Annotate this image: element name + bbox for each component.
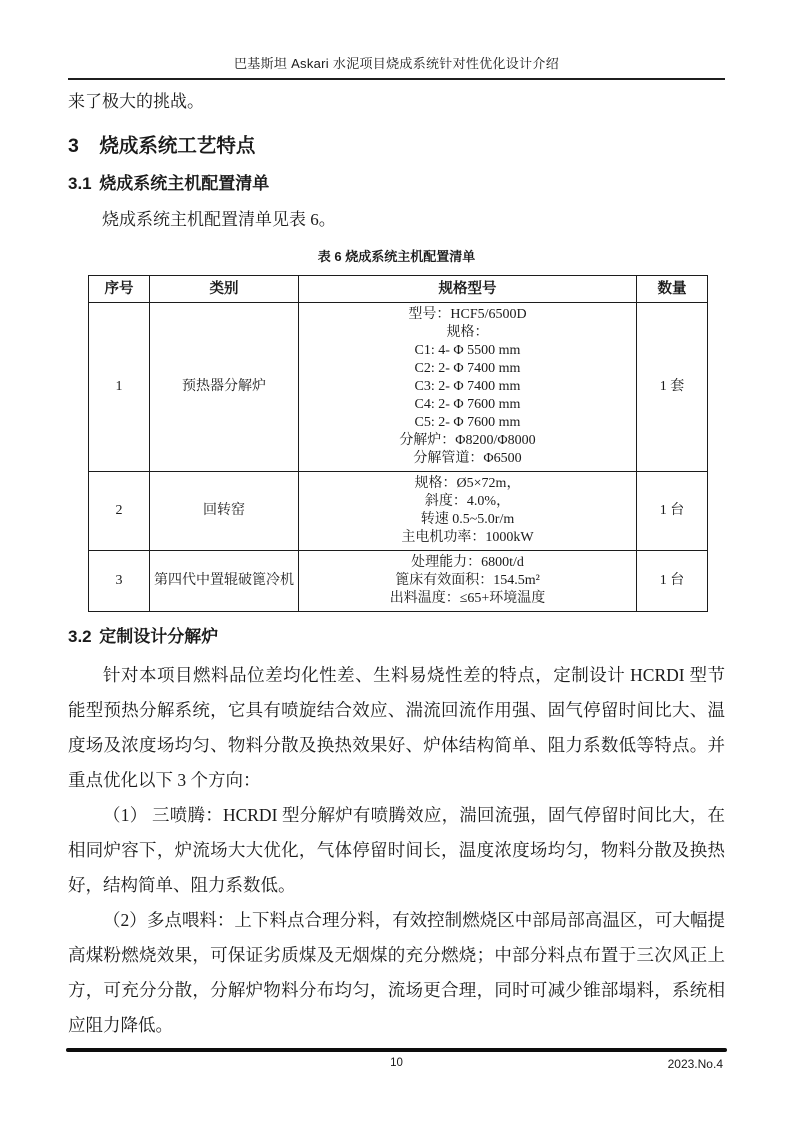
spec-line: 规格：Ø5×72m， bbox=[414, 476, 521, 491]
table-row bbox=[89, 303, 708, 472]
table-row bbox=[89, 472, 708, 551]
page-footer bbox=[66, 1048, 727, 1069]
footer-text-row bbox=[66, 1057, 727, 1069]
footer-page-number: 10 bbox=[390, 1057, 403, 1069]
spec-line: 处理能力：6800t/d bbox=[411, 555, 524, 570]
section-3-number: 3 bbox=[68, 135, 79, 157]
cell-qty: 1 台 bbox=[637, 472, 708, 551]
spec-line: 出料温度：≤65+环境温度 bbox=[389, 591, 546, 606]
footer-issue-label: 2023.No.4 bbox=[667, 1057, 723, 1071]
body-paragraph: （1） 三喷腾：HCRDI 型分解炉有喷腾效应，湍回流强，固气停留时间比大，在相同炉容下，炉流场大大优化，气体停留时间长，温度浓度场均匀，物料分散及换热好，结构简单、阻力系数低。 bbox=[68, 805, 725, 895]
spec-line: C3: 2- Φ 7400 mm bbox=[414, 379, 521, 394]
spec-line: 主电机功率：1000kW bbox=[401, 530, 534, 545]
cell-category: 预热器分解炉 bbox=[150, 303, 299, 472]
col-header-category: 类别 bbox=[150, 276, 299, 303]
section-3-2-title: 定制设计分解炉 bbox=[99, 627, 219, 646]
section-3-1-title: 烧成系统主机配置清单 bbox=[99, 174, 270, 193]
cell-category: 第四代中置辊破篦冷机 bbox=[150, 551, 299, 612]
cell-spec bbox=[299, 472, 637, 551]
cell-no: 2 bbox=[89, 472, 150, 551]
section-3-title: 烧成系统工艺特点 bbox=[99, 135, 256, 157]
table-lead-paragraph: 烧成系统主机配置清单见表 6。 bbox=[102, 210, 336, 229]
spec-line: 分解炉：Φ8200/Φ8000 bbox=[399, 433, 536, 448]
section-3-2-heading bbox=[68, 625, 725, 649]
page-body bbox=[68, 84, 725, 1043]
section-3-1-number: 3.1 bbox=[68, 174, 92, 193]
spec-line: 型号：HCF5/6500D bbox=[408, 307, 527, 322]
running-header-title: 巴基斯坦 Askari 水泥项目烧成系统针对性优化设计介绍 bbox=[233, 56, 560, 71]
spec-line: C5: 2- Φ 7600 mm bbox=[414, 415, 521, 430]
running-header bbox=[68, 53, 725, 80]
col-header-qty: 数量 bbox=[637, 276, 708, 303]
spec-line: 转速 0.5~5.0r/m bbox=[420, 512, 515, 527]
intro-paragraph: 来了极大的挑战。 bbox=[68, 92, 204, 111]
body-paragraph: （2）多点喂料：上下料点合理分料，有效控制燃烧区中部局部高温区，可大幅提高煤粉燃烧效果，可保证劣质煤及无烟煤的充分燃烧；中部分料点布置于三次风正上方，可充分分散，分解炉物料分布均匀，流场更合理，同时可减少锥部塌料，系统相应阻力降低。 bbox=[68, 910, 725, 1035]
cell-no: 1 bbox=[89, 303, 150, 472]
spec-line: 分解管道：Φ6500 bbox=[413, 451, 522, 466]
cell-spec bbox=[299, 551, 637, 612]
spec-line: 规格： bbox=[446, 325, 489, 340]
section-3-heading bbox=[68, 133, 725, 159]
cell-spec bbox=[299, 303, 637, 472]
section-3-1-heading bbox=[68, 172, 725, 196]
spec-line: 斜度：4.0%， bbox=[424, 494, 511, 509]
col-header-no: 序号 bbox=[89, 276, 150, 303]
spec-line: C2: 2- Φ 7400 mm bbox=[414, 361, 521, 376]
cell-qty: 1 台 bbox=[637, 551, 708, 612]
spec-line: 篦床有效面积：154.5m² bbox=[395, 573, 540, 588]
spec-line: C1: 4- Φ 5500 mm bbox=[414, 343, 521, 358]
spec-line: C4: 2- Φ 7600 mm bbox=[414, 397, 521, 412]
footer-rule bbox=[66, 1048, 727, 1052]
cell-qty: 1 套 bbox=[637, 303, 708, 472]
table-caption: 表 6 烧成系统主机配置清单 bbox=[317, 249, 476, 264]
section-3-2-number: 3.2 bbox=[68, 627, 92, 646]
body-paragraph: 针对本项目燃料品位差均化性差、生料易烧性差的特点，定制设计 HCRDI 型节能型预热分解系统，它具有喷旋结合效应、湍流回流作用强、固气停留时间比大、温度场及浓度场均匀、物料分散及换热效果好、炉体结构简单、阻力系数低等特点。并重点优化以下 3 个方向： bbox=[68, 665, 725, 790]
cell-category: 回转窑 bbox=[150, 472, 299, 551]
equipment-config-table bbox=[88, 275, 708, 612]
cell-no: 3 bbox=[89, 551, 150, 612]
table-header-row bbox=[89, 276, 708, 303]
table-row bbox=[89, 551, 708, 612]
col-header-spec: 规格型号 bbox=[299, 276, 637, 303]
